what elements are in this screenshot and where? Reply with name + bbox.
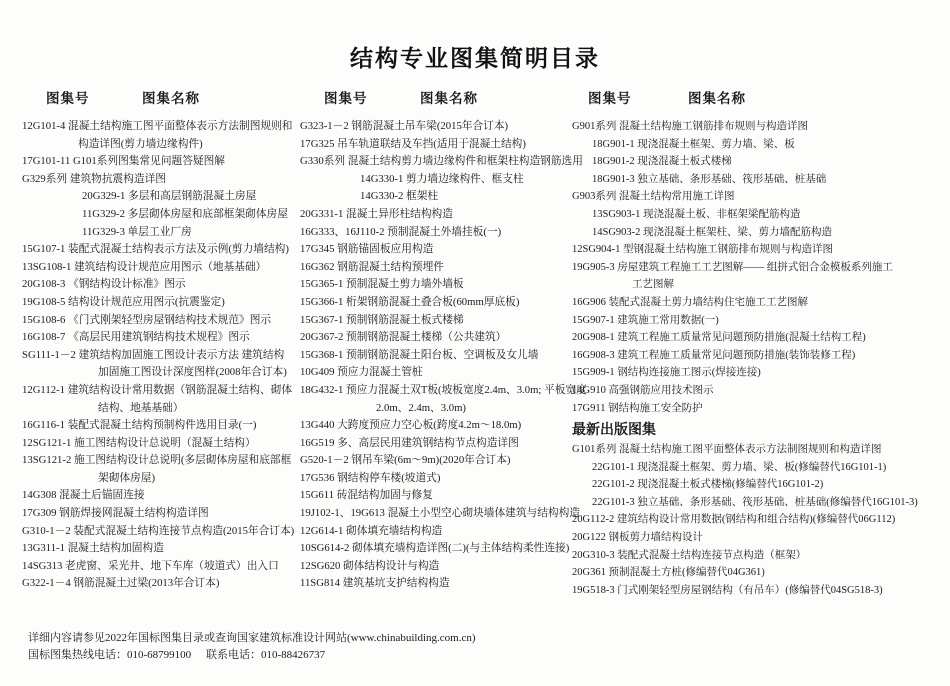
catalog-entry: 15G365-1 预制混凝土剪力墙外墙板 <box>300 278 464 291</box>
catalog-entry: G901系列 混凝土结构施工钢筋排布规则与构造详图 <box>572 121 808 132</box>
catalog-entry: 17G325 吊车轨道联结及车挡(适用于混凝土结构) <box>300 137 526 150</box>
catalog-entry: 20G331-1 混凝土异形柱结构构造 <box>300 207 453 220</box>
footer-contacts <box>28 647 476 664</box>
catalog-entry: 16G116-1 装配式混凝土结构预制构件选用目录(一) <box>22 419 257 432</box>
catalog-entry: G322-1－4 钢筋混凝土过梁(2013年合订本) <box>22 577 220 590</box>
catalog-entry: 18G901-1 现浇混凝土框架、剪力墙、梁、板 <box>592 138 795 150</box>
catalog-entry: 架砌体房屋) <box>98 471 155 484</box>
catalog-entry: 20G908-1 建筑工程施工质量常见问题预防措施(混凝土结构工程) <box>572 332 866 344</box>
catalog-entry: 15G368-1 预制钢筋混凝土阳台板、空调板及女儿墙 <box>300 348 539 361</box>
catalog-entry: 16G906 装配式混凝土剪力墙结构住宅施工工艺图解 <box>572 296 808 308</box>
catalog-entry: 14G910 高强钢筋应用技术图示 <box>572 384 714 396</box>
catalog-entry: 10G409 预应力混凝土管桩 <box>300 366 423 379</box>
catalog-entry: 19G905-3 房屋建筑工程施工工艺图解—— 组拼式铝合金模板系列施工 <box>572 261 893 273</box>
entry-list-3 <box>572 118 928 599</box>
catalog-entry: 17G101-11 G101系列图集常见问题答疑图解 <box>22 155 225 168</box>
entry-list-2 <box>300 118 587 593</box>
footer-note: 详细内容请参见2022年国标图集目录或查询国家建筑标准设计网站(www.chinabuilding.com.cn) <box>28 632 476 644</box>
catalog-entry: G329系列 建筑物抗震构造详图 <box>22 172 166 185</box>
catalog-entry: 11G329-2 多层砌体房屋和底部框架砌体房屋 <box>82 207 288 220</box>
column-header <box>572 87 928 107</box>
catalog-entry: 22G101-2 现浇混凝土板式楼梯(修编替代16G101-2) <box>592 479 824 491</box>
catalog-entry: 17G309 钢筋焊接网混凝土结构构造详图 <box>22 507 209 520</box>
catalog-entry: 13SG108-1 建筑结构设计规范应用图示（地基基础） <box>22 260 267 273</box>
catalog-entry: 18G432-1 预应力混凝土双T板(坡板宽度2.4m、3.0m; 平板宽度 <box>300 383 587 396</box>
catalog-entry: 12SG121-1 施工图结构设计总说明（混凝土结构） <box>22 436 256 449</box>
catalog-entry: G903系列 混凝土结构常用施工详图 <box>572 191 735 203</box>
catalog-entry: 16G108-7 《高层民用建筑钢结构技术规程》图示 <box>22 331 250 344</box>
catalog-entry: 20G361 预制混凝土方桩(修编替代04G361) <box>572 567 765 579</box>
catalog-entry: 12G101-4 混凝土结构施工图平面整体表示方法制图规则和 <box>22 120 293 132</box>
catalog-entry: 12G614-1 砌体填充墙结构构造 <box>300 524 443 537</box>
column-header <box>300 87 568 107</box>
catalog-entry: 20G310-3 装配式混凝土结构连接节点构造（框架） <box>572 549 807 561</box>
header-number: 图集号 <box>324 91 368 106</box>
catalog-entry: 13SG903-1 现浇混凝土板、非框架梁配筋构造 <box>592 208 801 220</box>
catalog-entry: 15G909-1 钢结构连接施工图示(焊接连接) <box>572 367 761 379</box>
catalog-entry: G101系列 混凝土结构施工图平面整体表示方法制图规则和构造详图 <box>572 444 882 456</box>
catalog-entry: 20G112-2 建筑结构设计常用数据(钢结构和组合结构)(修编替代06G112) <box>572 514 896 526</box>
catalog-entry: 19G108-5 结构设计规范应用图示(抗震鉴定) <box>22 295 225 308</box>
catalog-entry: 17G345 钢筋锚固板应用构造 <box>300 243 434 256</box>
column-header <box>22 87 296 107</box>
catalog-entry: 13G440 大跨度预应力空心板(跨度4.2m～18.0m) <box>300 419 522 432</box>
catalog-entry: 14SG903-2 现浇混凝土框架柱、梁、剪力墙配筋构造 <box>592 226 833 238</box>
entry-list-1 <box>22 118 296 593</box>
catalog-entry: 12SG904-1 型钢混凝土结构施工钢筋排布规则与构造详图 <box>572 244 834 256</box>
section-heading: 最新出版图集 <box>572 422 656 439</box>
catalog-column-1 <box>22 87 300 593</box>
catalog-entry: G330系列 混凝土结构剪力墙边缘构件和框架柱构造钢筋选用 <box>300 155 583 168</box>
catalog-entry: 20G122 钢板剪力墙结构设计 <box>572 532 703 544</box>
catalog-entry: 15G108-6 《门式刚架轻型房屋钢结构技术规范》图示 <box>22 313 272 326</box>
catalog-entry: G520-1－2 钢吊车梁(6m～9m)(2020年合订本) <box>300 454 511 467</box>
page-title: 结构专业图集简明目录 <box>350 45 600 72</box>
catalog-entry: 16G908-3 建筑工程施工质量常见问题预防措施(装饰装修工程) <box>572 349 856 361</box>
catalog-entry: 22G101-1 现浇混凝土框架、剪力墙、梁、板(修编替代16G101-1) <box>592 461 887 473</box>
catalog-entry: 14G330-2 框架柱 <box>360 190 439 203</box>
catalog-entry: 15G907-1 建筑施工常用数据(一) <box>572 314 719 326</box>
catalog-entry: 17G536 钢结构停车楼(坡道式) <box>300 471 441 484</box>
catalog-entry: 15G366-1 桁架钢筋混凝土叠合板(60mm厚底板) <box>300 295 520 308</box>
header-name: 图集名称 <box>688 91 746 106</box>
catalog-entry: 13SG121-2 施工图结构设计总说明(多层砌体房屋和底部框 <box>22 454 292 467</box>
catalog-entry: 11G329-3 单层工业厂房 <box>82 225 192 238</box>
catalog-entry: 10SG614-2 砌体填充墙构造详图(二)(与主体结构柔性连接) <box>300 542 570 555</box>
catalog-entry: 14G308 混凝土后锚固连接 <box>22 489 145 502</box>
catalog-entry: 20G329-1 多层和高层钢筋混凝土房屋 <box>82 190 257 203</box>
catalog-columns <box>0 73 950 599</box>
footer-hotline: 国标图集热线电话：010-68799100 <box>28 649 192 661</box>
footer <box>28 630 476 664</box>
catalog-entry: 18G901-3 独立基础、条形基础、筏形基础、桩基础 <box>592 173 827 185</box>
header-number: 图集号 <box>46 91 90 106</box>
header-number: 图集号 <box>588 91 632 106</box>
catalog-entry: 13G311-1 混凝土结构加固构造 <box>22 542 164 555</box>
catalog-entry: 22G101-3 独立基础、条形基础、筏形基础、桩基础(修编替代16G101-3) <box>592 496 918 508</box>
catalog-entry: 15G367-1 预制钢筋混凝土板式楼梯 <box>300 313 464 326</box>
catalog-entry: 16G333、16J110-2 预制混凝土外墙挂板(一) <box>300 225 502 238</box>
catalog-entry: 12SG620 砌体结构设计与构造 <box>300 559 440 572</box>
catalog-entry: 15G107-1 装配式混凝土结构表示方法及示例(剪力墙结构) <box>22 243 289 256</box>
catalog-entry: 16G362 钢筋混凝土结构预埋件 <box>300 260 444 273</box>
footer-contact: 联系电话：010-88426737 <box>206 649 326 661</box>
catalog-entry: 11SG814 建筑基坑支护结构构造 <box>300 577 450 590</box>
catalog-entry: 工艺图解 <box>632 279 674 291</box>
catalog-entry: 18G901-2 现浇混凝土板式楼梯 <box>592 156 732 168</box>
header-name: 图集名称 <box>420 91 478 106</box>
catalog-entry: 构造详图(剪力墙边缘构件) <box>78 137 203 150</box>
header-name: 图集名称 <box>142 91 200 106</box>
catalog-entry: 2.0m、2.4m、3.0m) <box>376 401 466 414</box>
catalog-entry: 19G518-3 门式刚架轻型房屋钢结构（有吊车）(修编替代04SG518-3) <box>572 584 883 596</box>
catalog-entry: 20G108-3 《钢结构设计标准》图示 <box>22 278 186 291</box>
catalog-entry: 17G911 钢结构施工安全防护 <box>572 402 703 414</box>
catalog-entry: 16G519 多、高层民用建筑钢结构节点构造详图 <box>300 436 519 449</box>
catalog-entry: SG111-1－2 建筑结构加固施工图设计表示方法 建筑结构 <box>22 348 285 361</box>
catalog-entry: 12G112-1 建筑结构设计常用数据（钢筋混凝土结构、砌体 <box>22 383 293 396</box>
catalog-column-3 <box>572 87 928 599</box>
catalog-entry: G310-1－2 装配式混凝土结构连接节点构造(2015年合订本) <box>22 524 295 537</box>
catalog-entry: 14SG313 老虎窗、采光井、地下车库（坡道式）出入口 <box>22 559 279 572</box>
catalog-entry: 15G611 砖混结构加固与修复 <box>300 489 433 502</box>
catalog-entry: G323-1－2 钢筋混凝土吊车梁(2015年合订本) <box>300 120 509 132</box>
catalog-entry: 20G367-2 预制钢筋混凝土楼梯（公共建筑） <box>300 331 507 344</box>
catalog-entry: 14G330-1 剪力墙边缘构件、框支柱 <box>360 172 524 185</box>
catalog-entry: 19J102-1、19G613 混凝土小型空心砌块墙体建筑与结构构造 <box>300 507 580 520</box>
catalog-column-2 <box>300 87 587 593</box>
catalog-entry: 加固施工图设计深度图样(2008年合订本) <box>98 366 287 379</box>
catalog-entry: 结构、地基基础） <box>98 401 184 414</box>
